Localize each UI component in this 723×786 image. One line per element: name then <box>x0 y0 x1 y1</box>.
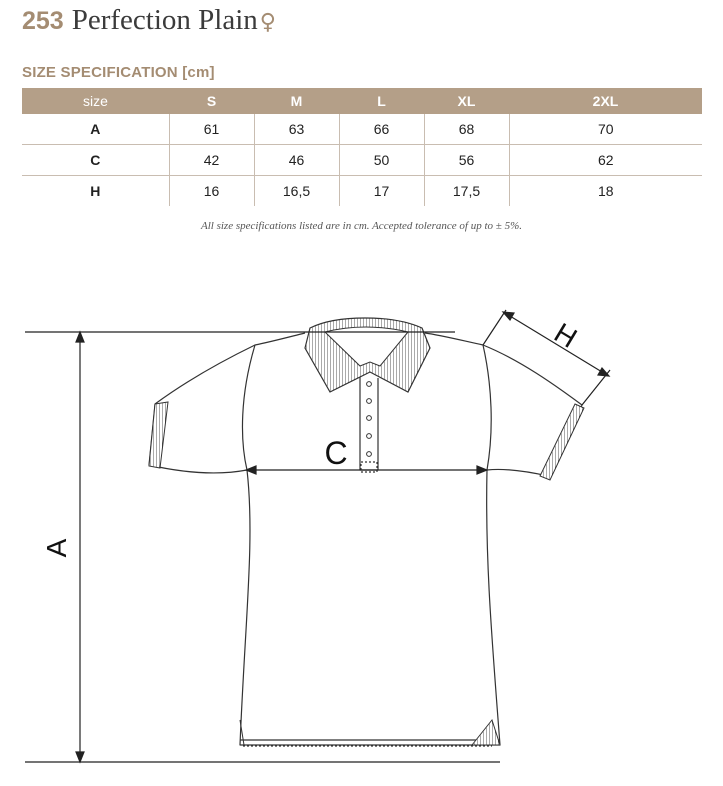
table-cell: 56 <box>424 145 509 176</box>
size-spec-heading: SIZE SPECIFICATION [cm] <box>22 64 215 81</box>
button-icon <box>367 399 372 404</box>
column-header-m: M <box>254 88 339 114</box>
right-cuff <box>540 404 584 480</box>
button-icon <box>367 382 372 387</box>
table-cell: 61 <box>169 114 254 145</box>
table-cell: 68 <box>424 114 509 145</box>
female-symbol-icon: ♀ <box>259 10 276 35</box>
table-cell: 66 <box>339 114 424 145</box>
column-header-size: size <box>22 88 169 114</box>
button-icon <box>367 434 372 439</box>
arrow-up-icon <box>76 332 84 342</box>
tolerance-note: All size specifications listed are in cm. Accepted tolerance of up to ± 5%. <box>201 220 522 232</box>
button-icon <box>367 416 372 421</box>
table-cell: 62 <box>509 145 702 176</box>
dimension-a-label: A <box>41 538 72 558</box>
table-cell: 17,5 <box>424 176 509 207</box>
arrow-down-icon <box>76 752 84 762</box>
product-code: 253 <box>22 7 64 35</box>
table-cell: 46 <box>254 145 339 176</box>
column-header-2xl: 2XL <box>509 88 702 114</box>
product-name: Perfection Plain <box>71 4 258 36</box>
left-cuff <box>149 402 168 468</box>
arrow-down-right-icon <box>598 368 609 376</box>
row-label-a: A <box>22 114 169 145</box>
column-header-s: S <box>169 88 254 114</box>
table-cell: 70 <box>509 114 702 145</box>
table-cell: 18 <box>509 176 702 207</box>
hem-vent-right <box>472 720 500 745</box>
shirt-body-outline <box>240 333 500 745</box>
table-cell: 16,5 <box>254 176 339 207</box>
arrow-up-left-icon <box>503 312 514 320</box>
right-sleeve-outline <box>483 345 582 476</box>
dimension-h-label: H <box>549 316 583 354</box>
row-label-c: C <box>22 145 169 176</box>
button-icon <box>367 452 372 457</box>
table-cell: 42 <box>169 145 254 176</box>
arrow-right-icon <box>477 466 487 474</box>
dimension-c-label: C <box>324 435 348 471</box>
table-cell: 16 <box>169 176 254 207</box>
table-cell: 17 <box>339 176 424 207</box>
row-label-h: H <box>90 183 101 199</box>
column-header-l: L <box>339 88 424 114</box>
column-header-xl: XL <box>424 88 509 114</box>
table-cell: 63 <box>254 114 339 145</box>
table-cell: 50 <box>339 145 424 176</box>
